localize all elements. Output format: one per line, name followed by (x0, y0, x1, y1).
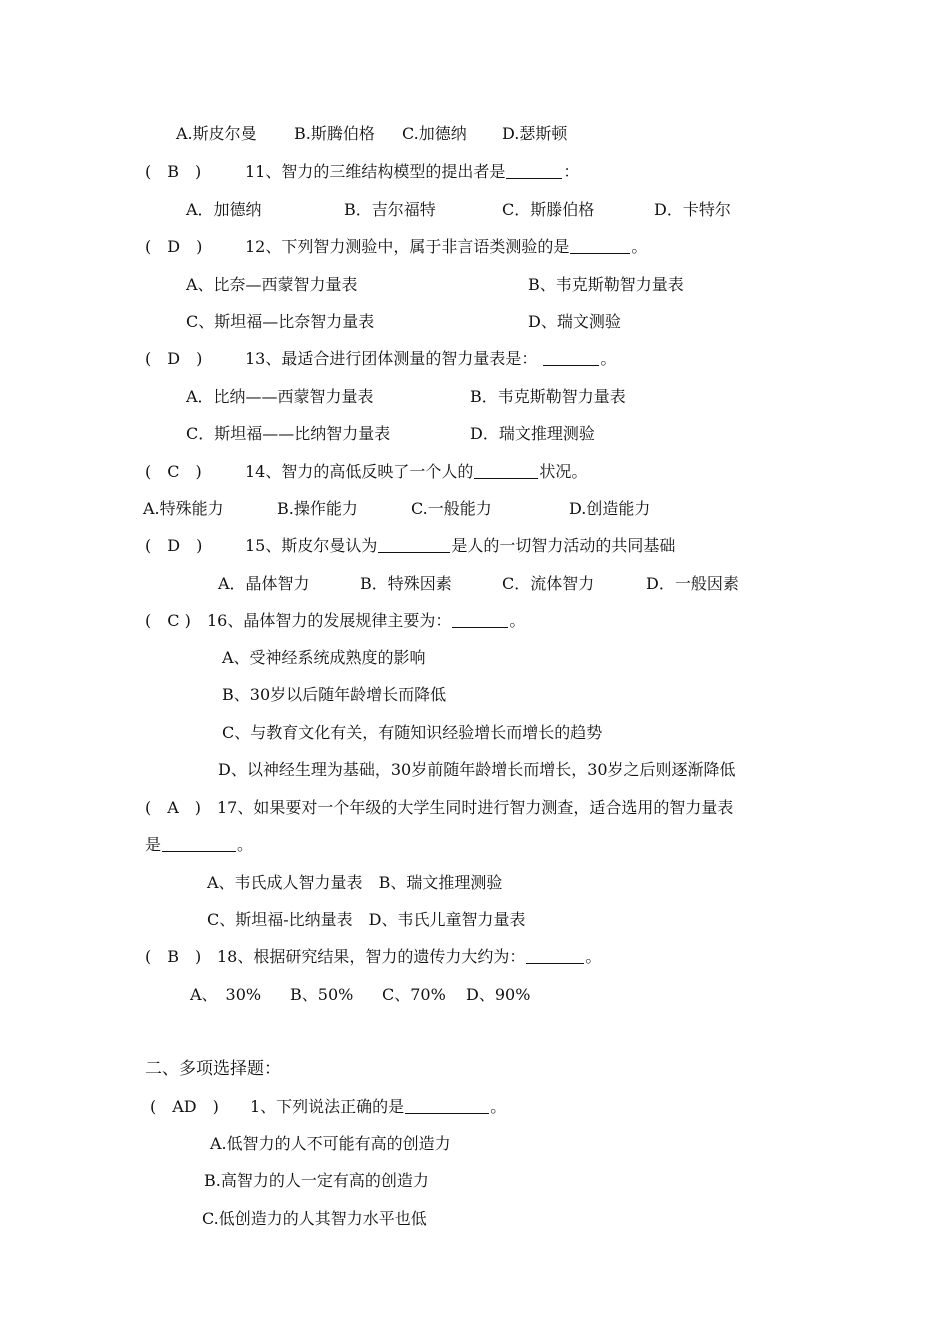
option: C．流体智力 (502, 574, 595, 593)
option: A．比纳——西蒙智力量表 (186, 387, 374, 406)
question-tail: 。 (237, 835, 254, 854)
answer-mark: ( D ) (145, 536, 203, 555)
option: A．加德纳 (186, 200, 262, 219)
option: D．一般因素 (646, 574, 739, 593)
option: C、70% (382, 985, 446, 1004)
option: B、50% (290, 985, 354, 1004)
question-stem: 17、如果要对一个年级的大学生同时进行智力测查，适合选用的智力量表 (217, 798, 734, 817)
question-15 (145, 536, 675, 556)
section-title: 二、多项选择题： (145, 1059, 281, 1079)
question-stem: 15、斯皮尔曼认为 (245, 536, 378, 555)
question-stem: 18、根据研究结果，智力的遗传力大约为： (217, 947, 526, 966)
answer-blank (543, 349, 599, 366)
option: D.瑟斯顿 (502, 124, 568, 143)
option: A．晶体智力 (218, 574, 310, 593)
option: C.低创造力的人其智力水平也低 (202, 1209, 427, 1228)
question-14 (145, 462, 587, 482)
option: B、30岁以后随年龄增长而降低 (222, 685, 447, 704)
question-stem: 13、最适合进行团体测量的智力量表是： (245, 349, 538, 368)
option: C．斯滕伯格 (502, 200, 595, 219)
question-16 (145, 611, 525, 631)
answer-mark: ( C ) (145, 611, 191, 630)
question-stem: 是 (145, 835, 162, 854)
question-tail: 。 (631, 237, 648, 256)
option: B．韦克斯勒智力量表 (470, 387, 626, 406)
question-stem: 11、智力的三维结构模型的提出者是 (245, 162, 506, 181)
answer-blank (452, 611, 508, 628)
answer-blank (474, 462, 538, 479)
option: A.低智力的人不可能有高的创造力 (210, 1134, 451, 1153)
option: D.创造能力 (569, 499, 651, 518)
option: D、90% (466, 985, 531, 1004)
option: B、瑞文推理测验 (378, 873, 503, 892)
question-18 (145, 947, 601, 967)
option: A、比奈—西蒙智力量表 (186, 275, 358, 294)
question-tail: 。 (585, 947, 602, 966)
option: B.操作能力 (277, 499, 358, 518)
option: D、韦氏儿童智力量表 (368, 910, 526, 929)
answer-mark: ( B ) (145, 162, 202, 181)
question-17-continued (145, 835, 253, 855)
question-11 (145, 162, 579, 182)
answer-mark: ( B ) (145, 947, 202, 966)
option: B.斯腾伯格 (294, 124, 375, 143)
option: A.斯皮尔曼 (176, 124, 257, 143)
answer-mark: ( D ) (145, 349, 203, 368)
answer-mark: ( D ) (145, 237, 203, 256)
multi-question-1 (150, 1097, 506, 1117)
answer-mark: ( C ) (145, 462, 202, 481)
question-stem: 12、下列智力测验中，属于非言语类测验的是 (245, 237, 570, 256)
option: D、瑞文测验 (528, 312, 621, 331)
option: A、 30% (190, 985, 262, 1004)
option: B、韦克斯勒智力量表 (528, 275, 684, 294)
option: B．特殊因素 (360, 574, 452, 593)
option: A、韦氏成人智力量表 (207, 873, 363, 892)
question-tail: 状况。 (539, 462, 588, 481)
question-tail: 。 (509, 611, 526, 630)
option: A、受神经系统成熟度的影响 (222, 648, 426, 667)
question-tail: 是人的一切智力活动的共同基础 (451, 536, 676, 555)
question-stem: 1、下列说法正确的是 (250, 1097, 405, 1116)
option: C、斯坦福-比纳量表 (207, 910, 353, 929)
q17-options-row2 (207, 910, 526, 930)
question-tail: ： (563, 162, 580, 181)
option: B．吉尔福特 (344, 200, 436, 219)
answer-blank (378, 536, 450, 553)
question-stem: 14、智力的高低反映了一个人的 (245, 462, 474, 481)
option: C.一般能力 (411, 499, 492, 518)
question-tail: 。 (490, 1097, 507, 1116)
option: A.特殊能力 (143, 499, 224, 518)
answer-mark: ( AD ) (150, 1097, 219, 1116)
answer-mark: ( A ) (145, 798, 202, 817)
answer-blank (506, 162, 562, 179)
q17-options-row1 (207, 873, 502, 893)
answer-blank (526, 947, 584, 964)
question-17 (145, 798, 733, 818)
answer-blank (570, 237, 630, 254)
answer-blank (162, 835, 236, 852)
question-tail: 。 (600, 349, 617, 368)
option: D．卡特尔 (654, 200, 731, 219)
option: C、与教育文化有关，有随知识经验增长而增长的趋势 (222, 723, 603, 742)
option: D、以神经生理为基础，30岁前随年龄增长而增长，30岁之后则逐渐降低 (218, 760, 736, 779)
option: D．瑞文推理测验 (470, 424, 595, 443)
option: C.加德纳 (402, 124, 467, 143)
option: C、斯坦福—比奈智力量表 (186, 312, 375, 331)
question-13 (145, 349, 616, 369)
question-stem: 16、晶体智力的发展规律主要为： (207, 611, 452, 630)
answer-blank (405, 1097, 489, 1114)
question-12 (145, 237, 647, 257)
option: B.高智力的人一定有高的创造力 (204, 1171, 429, 1190)
option: C．斯坦福——比纳智力量表 (186, 424, 391, 443)
